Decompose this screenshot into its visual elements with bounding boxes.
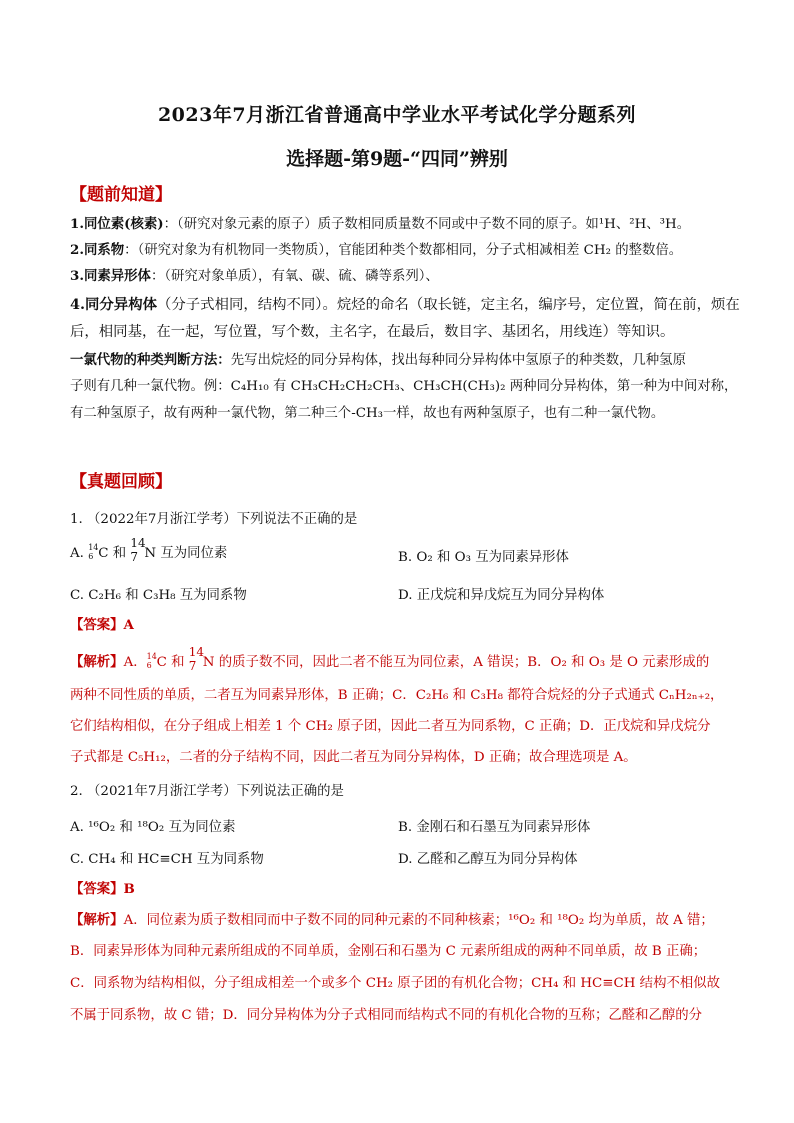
knowledge-line-5: 后，相同基，在一起，写位置，写个数，主名字，在最后，数目字、基团名，用线连）等知识。 xyxy=(70,324,675,340)
question-1-option-b: B. O₂ 和 O₃ 互为同素异形体 xyxy=(398,550,569,565)
question-1-option-d: D. 正戊烷和异戊烷互为同分异构体 xyxy=(398,588,605,603)
page-subtitle: 选择题-第9题-“四同”辨别 xyxy=(286,148,508,170)
term-allotrope: 3.同素异形体 xyxy=(70,268,151,284)
question-2-explanation-line-3: C．同系物为结构相似，分子组成相差一个或多个 CH₂ 原子团的有机化合物；CH₄ 和 HC≡CH 结构不相似故 xyxy=(70,976,721,991)
knowledge-text: ：（研究对象元素的原子）质子数相同质量数不同或中子数不同的原子。如¹H、²H、³H。 xyxy=(163,217,691,232)
question-1-answer: 【答案】A xyxy=(70,617,134,633)
explanation-text: C 和 xyxy=(156,655,185,670)
question-1-stem: 1. （2022年7月浙江学考）下列说法不正确的是 xyxy=(70,512,358,527)
mass-number: 14 xyxy=(146,652,157,661)
atomic-number: 6 xyxy=(146,661,152,670)
section-review-heading: 【真题回顾】 xyxy=(70,472,172,492)
question-2-stem: 2. （2021年7月浙江学考）下列说法正确的是 xyxy=(70,784,344,799)
knowledge-line-1 xyxy=(70,214,730,235)
question-2-explanation-line-1 xyxy=(70,910,730,931)
term-chloro-method: 一氯代物的种类判断方法： xyxy=(70,352,231,368)
question-2-option-b: B. 金刚石和石墨互为同素异形体 xyxy=(398,820,591,835)
question-1-explanation-line-1 xyxy=(70,645,730,674)
knowledge-text: ：（研究对象为有机物同一类物质），官能团种类个数都相同，分子式相减相差 CH₂ 的整数倍。 xyxy=(124,243,683,258)
nitrogen-isotope-notation xyxy=(130,536,146,565)
atomic-number: 6 xyxy=(88,552,94,561)
mass-number: 14 xyxy=(130,536,146,550)
atomic-number: 7 xyxy=(130,550,139,564)
question-1-explanation-line-4: 子式都是 C₅H₁₂，二者的分子结构不同，因此二者互为同分异构体，D 正确；故合理选项是 A。 xyxy=(70,750,637,765)
knowledge-line-2 xyxy=(70,240,730,261)
carbon-isotope-notation xyxy=(88,545,98,561)
explanation-text: N 的质子数不同，因此二者不能互为同位素，A 错误；B．O₂ 和 O₃ 是 O 元素形成的 xyxy=(202,655,710,670)
explanation-text: A．同位素为质子数相同而中子数不同的同种元素的不同种核素；¹⁶O₂ 和 ¹⁸O₂ 均为单质，故 A 错； xyxy=(123,913,714,928)
knowledge-text: （分子式相同，结构不同）。烷烃的命名（取长链，定主名，编序号，定位置，简在前，烦在 xyxy=(156,297,740,313)
explanation-label: 【解析】 xyxy=(70,654,124,670)
question-2-option-a: A. ¹⁶O₂ 和 ¹⁸O₂ 互为同位素 xyxy=(70,820,236,835)
nitrogen-isotope-notation xyxy=(188,645,205,674)
term-isomer: 4.同分异构体 xyxy=(70,296,157,313)
explanation-label: 【解析】 xyxy=(70,912,124,928)
term-isotope: 1.同位素(核素) xyxy=(70,216,164,232)
page-title: 2023年7月浙江省普通高中学业水平考试化学分题系列 xyxy=(157,104,637,126)
question-1-explanation-line-2: 两种不同性质的单质，二者互为同素异形体，B 正确；C．C₂H₆ 和 C₃H₈ 都符合烷烃的分子式通式 CₙH₂ₙ₊₂， xyxy=(70,688,724,703)
option-text: C 和 xyxy=(98,546,127,561)
question-1-option-a xyxy=(70,536,228,565)
question-2-explanation-line-2: B．同素异形体为同种元素所组成的不同单质，金刚石和石墨为 C 元素所组成的两种不同单质，故 B 正确； xyxy=(70,944,707,959)
carbon-isotope-notation xyxy=(147,654,157,670)
term-homolog: 2.同系物 xyxy=(70,242,125,258)
section-knowledge-heading: 【题前知道】 xyxy=(70,185,172,205)
question-2-option-c: C. CH₄ 和 HC≡CH 互为同系物 xyxy=(70,852,264,867)
knowledge-line-7: 子则有几种一氯代物。例：C₄H₁₀ 有 CH₃CH₂CH₂CH₃、CH₃CH(CH₃)₂ 两种同分异构体，第一种为中间对称， xyxy=(70,379,738,394)
knowledge-line-3 xyxy=(70,266,730,287)
option-text: N 互为同位素 xyxy=(144,546,228,561)
knowledge-text: ：（研究对象单质），有氧、碳、硫、磷等系列）、 xyxy=(150,269,439,284)
knowledge-line-6 xyxy=(70,350,730,371)
question-1-explanation-line-3: 它们结构相似，在分子组成上相差 1 个 CH₂ 原子团，因此二者互为同系物，C 正确；D．正戊烷和异戊烷分 xyxy=(70,719,711,734)
question-1-option-c: C. C₂H₆ 和 C₃H₈ 互为同系物 xyxy=(70,588,247,603)
mass-number: 14 xyxy=(188,645,205,659)
question-2-option-d: D. 乙醛和乙醇互为同分异构体 xyxy=(398,852,578,867)
option-letter: A. xyxy=(70,546,84,561)
knowledge-line-8: 有二种氢原子，故有两种一氯代物，第二种三个-CH₃一样，故也有两种氢原子，也有二种一氯代物。 xyxy=(70,406,665,421)
knowledge-text: 先写出烷烃的同分异构体，找出每种同分异构体中氢原子的种类数，几种氢原 xyxy=(230,353,686,368)
explanation-text: A． xyxy=(123,655,147,670)
question-2-answer: 【答案】B xyxy=(70,881,135,897)
mass-number: 14 xyxy=(88,543,99,552)
question-2-explanation-line-4: 不属于同系物，故 C 错；D．同分异构体为分子式相同而结构式不同的有机化合物的互称；乙醛和乙醇的分 xyxy=(70,1008,703,1023)
atomic-number: 7 xyxy=(188,659,197,673)
knowledge-line-4 xyxy=(70,295,740,315)
